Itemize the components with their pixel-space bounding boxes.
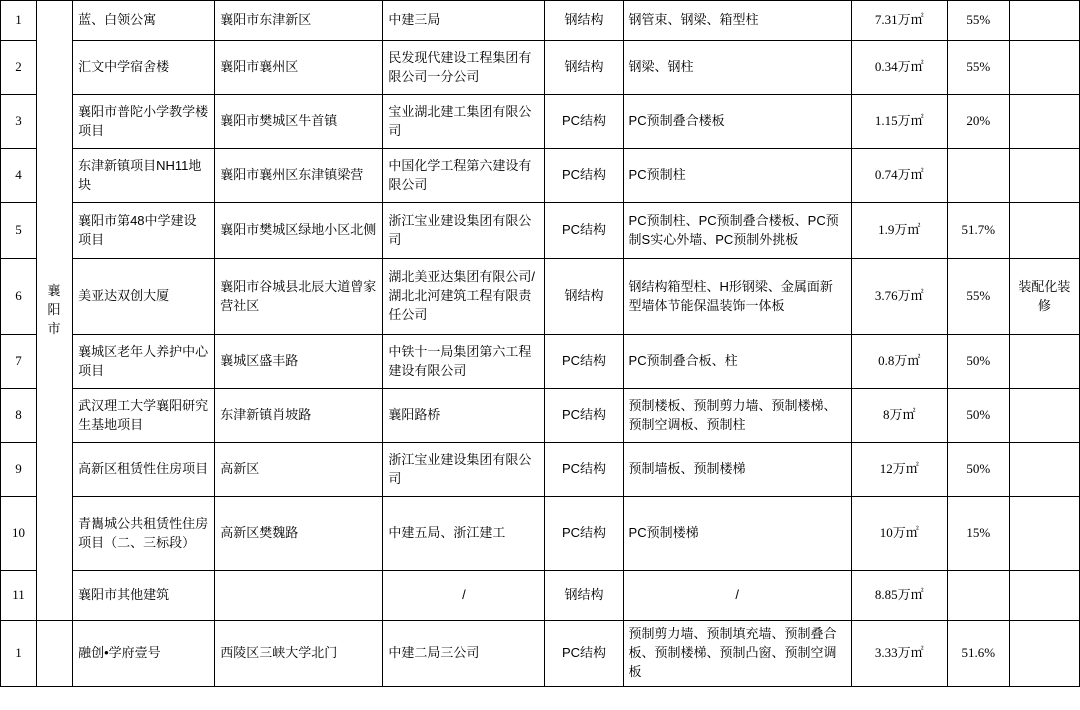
construction-unit: 襄阳路桥 [383, 389, 545, 443]
floor-area: 12万㎡ [851, 443, 947, 497]
table-row [1, 621, 1080, 687]
table-row [1, 149, 1080, 203]
project-name: 襄阳市第48中学建设项目 [73, 203, 215, 259]
prefab-parts: 预制墙板、预制楼梯 [623, 443, 851, 497]
other-note [1009, 203, 1079, 259]
prefab-rate [947, 571, 1009, 621]
structure-type: 钢结构 [545, 259, 623, 335]
prefab-parts: 钢结构箱型柱、H形钢梁、金属面新型墙体节能保温装饰一体板 [623, 259, 851, 335]
prefab-parts: PC预制柱、PC预制叠合楼板、PC预制S实心外墙、PC预制外挑板 [623, 203, 851, 259]
project-name: 高新区租赁性住房项目 [73, 443, 215, 497]
table-row [1, 95, 1080, 149]
city-cell [37, 621, 73, 687]
prefab-rate: 50% [947, 335, 1009, 389]
project-address [215, 571, 383, 621]
other-note [1009, 497, 1079, 571]
construction-unit: 湖北美亚达集团有限公司/湖北北河建筑工程有限责任公司 [383, 259, 545, 335]
other-note [1009, 571, 1079, 621]
construction-unit: 民发现代建设工程集团有限公司一分公司 [383, 41, 545, 95]
table-row [1, 259, 1080, 335]
row-index: 5 [1, 203, 37, 259]
prefab-rate [947, 149, 1009, 203]
prefab-parts: PC预制楼梯 [623, 497, 851, 571]
floor-area: 0.34万㎡ [851, 41, 947, 95]
structure-type: PC结构 [545, 149, 623, 203]
table-row [1, 497, 1080, 571]
table-row [1, 335, 1080, 389]
project-name: 襄阳市普陀小学教学楼项目 [73, 95, 215, 149]
structure-type: PC结构 [545, 497, 623, 571]
other-note: 装配化装修 [1009, 259, 1079, 335]
project-name: 东津新镇项目NH11地块 [73, 149, 215, 203]
prefab-rate: 55% [947, 41, 1009, 95]
project-name: 融创•学府壹号 [73, 621, 215, 687]
other-note [1009, 1, 1079, 41]
project-address: 西陵区三峡大学北门 [215, 621, 383, 687]
prefab-rate: 50% [947, 389, 1009, 443]
construction-unit: 中建五局、浙江建工 [383, 497, 545, 571]
prefab-parts: 钢梁、钢柱 [623, 41, 851, 95]
other-note [1009, 621, 1079, 687]
prefab-parts: PC预制柱 [623, 149, 851, 203]
structure-type: PC结构 [545, 621, 623, 687]
row-index: 1 [1, 621, 37, 687]
row-index: 8 [1, 389, 37, 443]
other-note [1009, 41, 1079, 95]
prefab-parts: PC预制叠合楼板 [623, 95, 851, 149]
floor-area: 3.33万㎡ [851, 621, 947, 687]
city-cell [37, 1, 73, 621]
project-address: 襄阳市东津新区 [215, 1, 383, 41]
floor-area: 8.85万㎡ [851, 571, 947, 621]
project-name: 美亚达双创大厦 [73, 259, 215, 335]
prefab-rate: 55% [947, 259, 1009, 335]
construction-unit: 浙江宝业建设集团有限公司 [383, 443, 545, 497]
prefab-parts: 预制楼板、预制剪力墙、预制楼梯、预制空调板、预制柱 [623, 389, 851, 443]
prefab-rate: 51.7% [947, 203, 1009, 259]
floor-area: 0.8万㎡ [851, 335, 947, 389]
construction-unit: 中国化学工程第六建设有限公司 [383, 149, 545, 203]
row-index: 3 [1, 95, 37, 149]
prefab-parts: 钢管束、钢梁、箱型柱 [623, 1, 851, 41]
structure-type: 钢结构 [545, 1, 623, 41]
table-row [1, 571, 1080, 621]
other-note [1009, 149, 1079, 203]
structure-type: PC结构 [545, 95, 623, 149]
table-row [1, 41, 1080, 95]
table-row [1, 203, 1080, 259]
row-index: 4 [1, 149, 37, 203]
project-address: 襄阳市谷城县北辰大道曾家营社区 [215, 259, 383, 335]
prefab-rate: 50% [947, 443, 1009, 497]
project-address: 襄城区盛丰路 [215, 335, 383, 389]
construction-unit: / [383, 571, 545, 621]
row-index: 1 [1, 1, 37, 41]
table-row [1, 443, 1080, 497]
city-label: 襄 阳 市 [47, 283, 62, 336]
floor-area: 8万㎡ [851, 389, 947, 443]
project-name: 青巂城公共租赁性住房项目（二、三标段） [73, 497, 215, 571]
row-index: 6 [1, 259, 37, 335]
project-name: 襄城区老年人养护中心项目 [73, 335, 215, 389]
row-index: 2 [1, 41, 37, 95]
structure-type: PC结构 [545, 443, 623, 497]
floor-area: 3.76万㎡ [851, 259, 947, 335]
table-row [1, 389, 1080, 443]
row-index: 10 [1, 497, 37, 571]
structure-type: 钢结构 [545, 41, 623, 95]
project-name: 蓝、白领公寓 [73, 1, 215, 41]
construction-unit: 浙江宝业建设集团有限公司 [383, 203, 545, 259]
prefab-rate: 55% [947, 1, 1009, 41]
construction-unit: 中建三局 [383, 1, 545, 41]
other-note [1009, 335, 1079, 389]
prefab-rate: 51.6% [947, 621, 1009, 687]
structure-type: 钢结构 [545, 571, 623, 621]
construction-unit: 中铁十一局集团第六工程建设有限公司 [383, 335, 545, 389]
floor-area: 0.74万㎡ [851, 149, 947, 203]
prefab-parts: 预制剪力墙、预制填充墙、预制叠合板、预制楼梯、预制凸窗、预制空调板 [623, 621, 851, 687]
prefab-rate: 20% [947, 95, 1009, 149]
structure-type: PC结构 [545, 203, 623, 259]
project-name: 汇文中学宿舍楼 [73, 41, 215, 95]
project-address: 襄阳市襄州区东津镇梁营 [215, 149, 383, 203]
structure-type: PC结构 [545, 335, 623, 389]
floor-area: 10万㎡ [851, 497, 947, 571]
project-address: 高新区 [215, 443, 383, 497]
project-address: 襄阳市樊城区牛首镇 [215, 95, 383, 149]
project-name: 襄阳市其他建筑 [73, 571, 215, 621]
project-name: 武汉理工大学襄阳研究生基地项目 [73, 389, 215, 443]
construction-unit: 中建二局三公司 [383, 621, 545, 687]
project-address: 东津新镇肖坡路 [215, 389, 383, 443]
prefab-rate: 15% [947, 497, 1009, 571]
structure-type: PC结构 [545, 389, 623, 443]
row-index: 11 [1, 571, 37, 621]
floor-area: 1.15万㎡ [851, 95, 947, 149]
other-note [1009, 389, 1079, 443]
row-index: 9 [1, 443, 37, 497]
prefab-parts: PC预制叠合板、柱 [623, 335, 851, 389]
project-address: 高新区樊魏路 [215, 497, 383, 571]
floor-area: 1.9万㎡ [851, 203, 947, 259]
other-note [1009, 443, 1079, 497]
other-note [1009, 95, 1079, 149]
floor-area: 7.31万㎡ [851, 1, 947, 41]
project-address: 襄阳市樊城区绿地小区北侧 [215, 203, 383, 259]
row-index: 7 [1, 335, 37, 389]
project-address: 襄阳市襄州区 [215, 41, 383, 95]
prefab-parts: / [623, 571, 851, 621]
construction-unit: 宝业湖北建工集团有限公司 [383, 95, 545, 149]
table-row [1, 1, 1080, 41]
